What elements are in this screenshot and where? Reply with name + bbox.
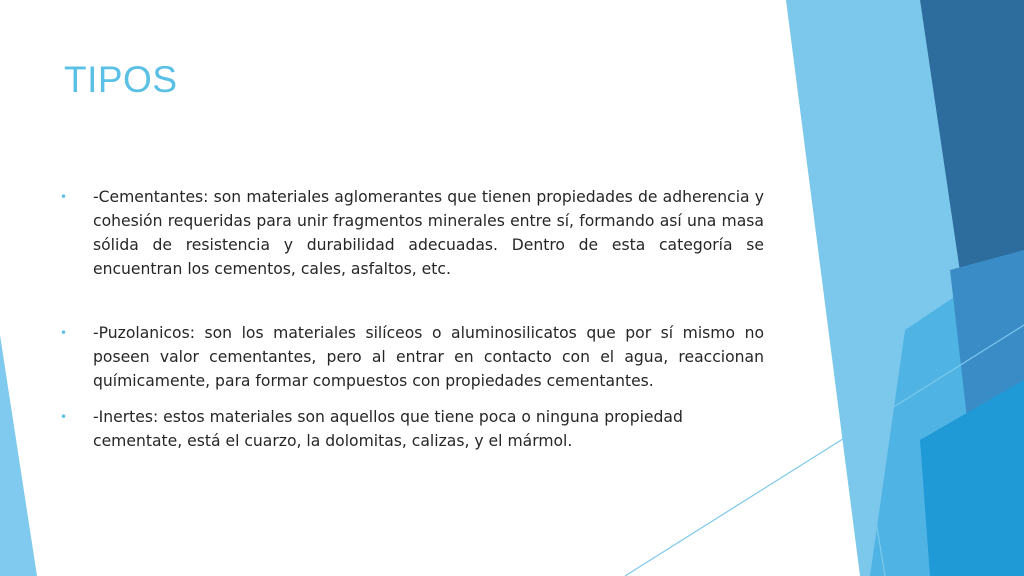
- bullet-list: [60, 185, 764, 453]
- list-item-text: -Puzolanicos: son los materiales silíceos o aluminosilicatos que por sí mismo no poseen valor cementantes, pero al entrar en contacto con el agua, reaccionan químicamente, para formar compuestos con propiedades cementantes.: [93, 324, 764, 390]
- bullet-icon: •: [60, 326, 68, 340]
- list-item: [60, 405, 764, 453]
- bullet-icon: •: [60, 190, 68, 204]
- slide-title: TIPOS: [64, 59, 178, 100]
- list-item: [60, 321, 764, 393]
- list-item-text: -Cementantes: son materiales aglomerantes que tienen propiedades de adherencia y cohesión requeridas para unir fragmentos minerales entre sí, formando así una masa sólida de resistencia y durabilidad adecuadas. Dentro de esta categoría se encuentran los cementos, cales, asfaltos, etc.: [93, 188, 764, 278]
- left-edge-shape: [0, 335, 37, 576]
- list-item: [60, 185, 764, 281]
- bullet-icon: •: [60, 410, 68, 424]
- list-item-text: -Inertes: estos materiales son aquellos que tiene poca o ninguna propiedad cementate, está el cuarzo, la dolomitas, calizas, y el mármol.: [93, 408, 683, 450]
